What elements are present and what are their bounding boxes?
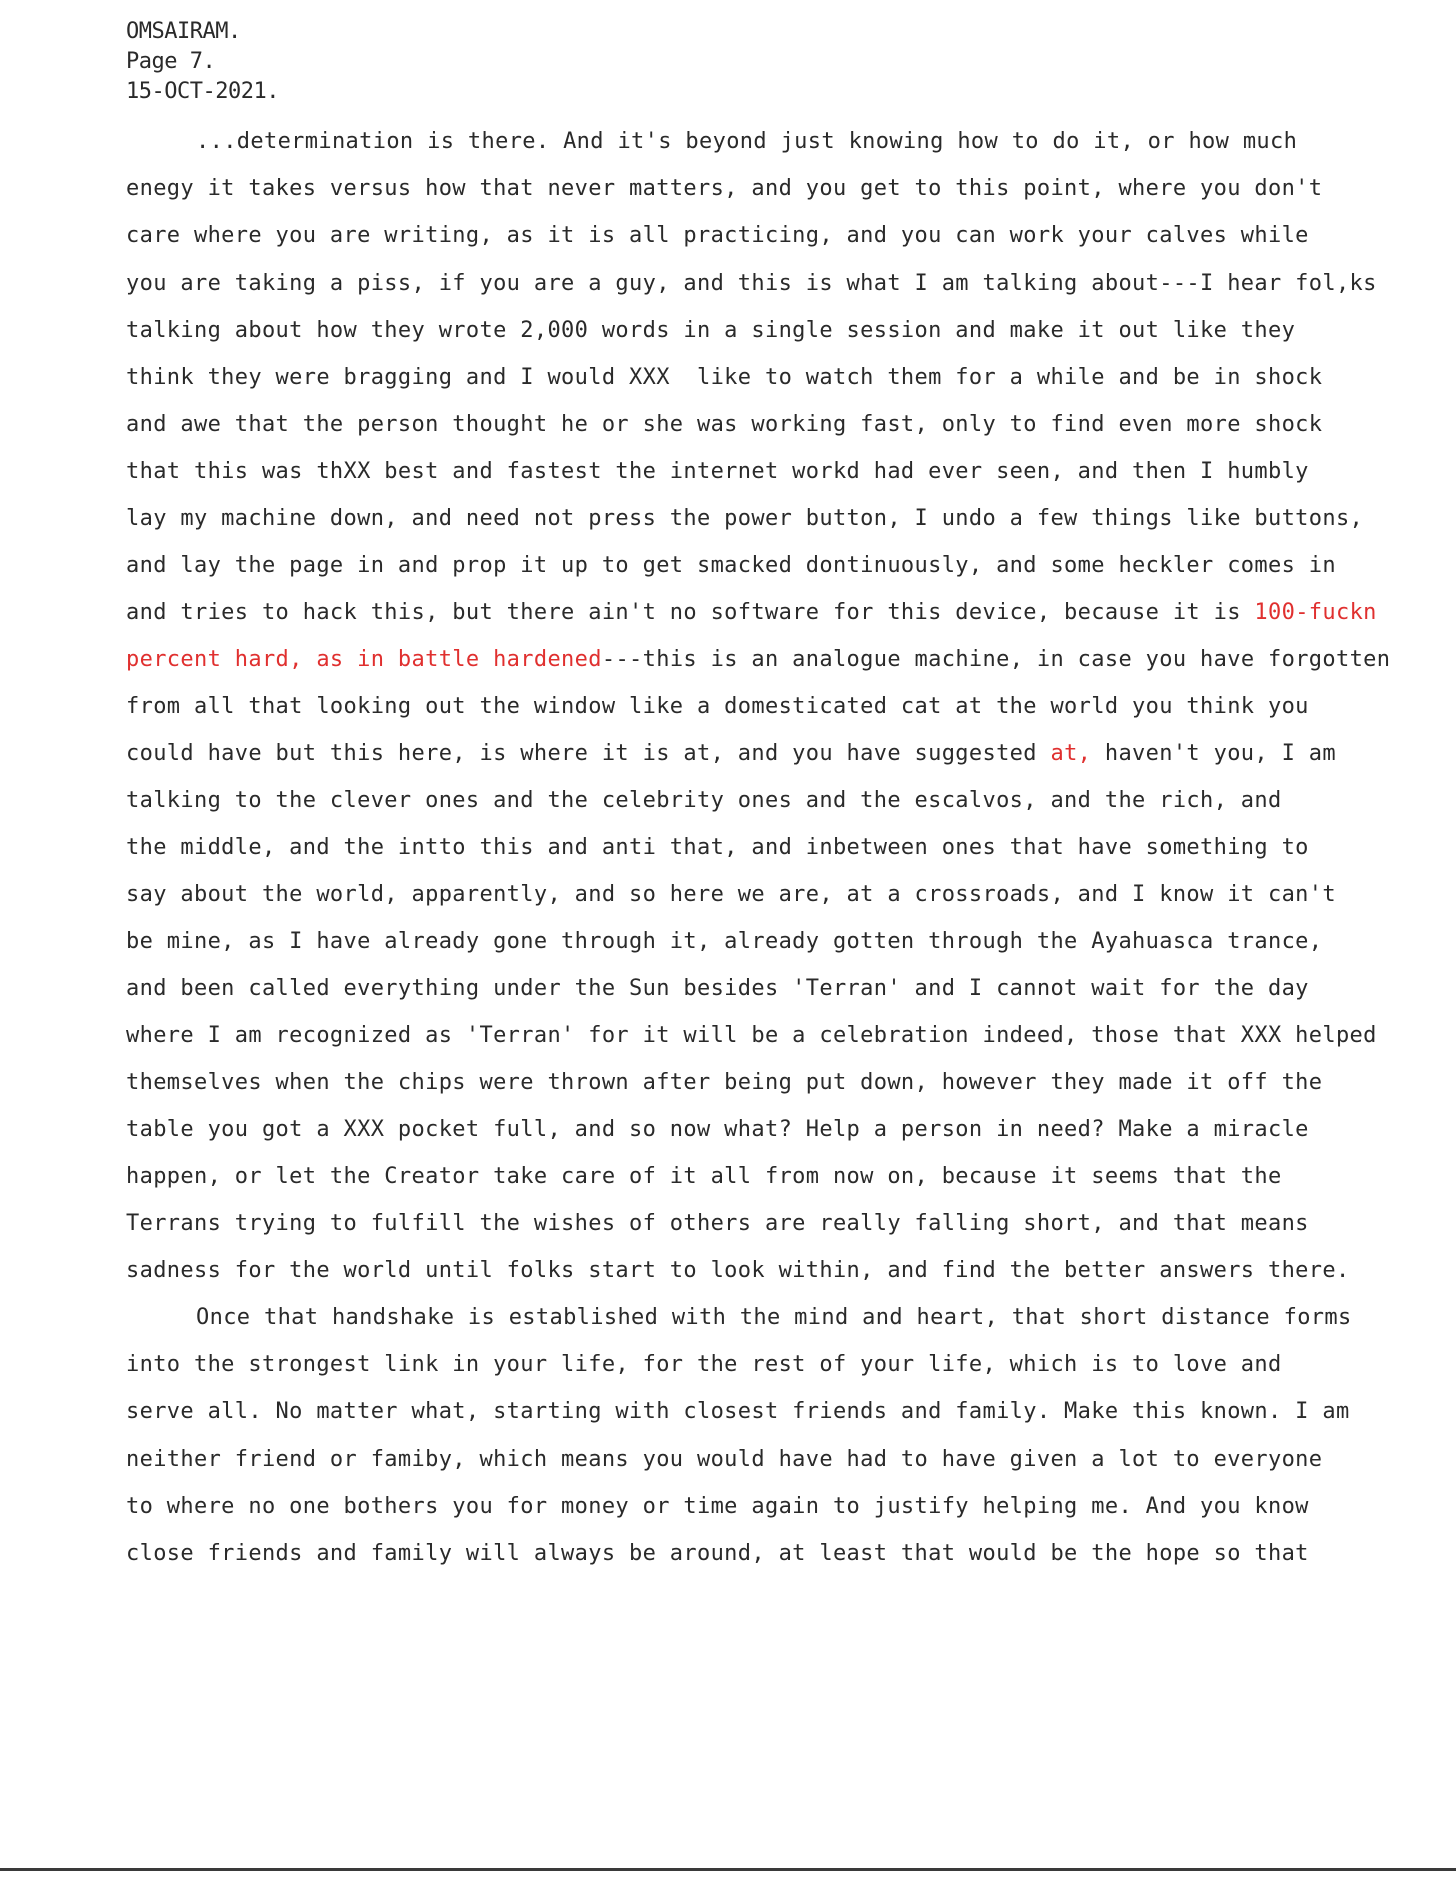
header-date: 15-OCT-2021. — [126, 79, 279, 104]
text-line: be mine, as I have already gone through it, already gotten through the Ayahuasca trance, — [126, 929, 1323, 954]
header-title: OMSAIRAM. — [126, 19, 241, 44]
page-bottom-edge — [0, 1868, 1456, 1871]
text-line: the middle, and the intto this and anti that, and inbetween ones that have something to — [126, 835, 1309, 860]
text-line: that this was thXX best and fastest the internet workd had ever seen, and then I humbly — [126, 459, 1309, 484]
text-line: neither friend or famiby, which means you would have had to have given a lot to everyone — [126, 1447, 1323, 1472]
text-line: happen, or let the Creator take care of it all from now on, because it seems that the — [126, 1164, 1282, 1189]
text-line: care where you are writing, as it is all practicing, and you can work your calves while — [126, 223, 1309, 248]
text-line: you are taking a piss, if you are a guy, and this is what I am talking about---I hear fol,ks — [126, 271, 1377, 296]
text-line: and been called everything under the Sun besides 'Terran' and I cannot wait for the day — [126, 976, 1309, 1001]
text-line: Terrans trying to fulfill the wishes of others are really falling short, and that means — [126, 1211, 1309, 1236]
text-line: percent hard, as in battle hardened---this is an analogue machine, in case you have forgotten — [126, 647, 1391, 672]
page-header — [126, 17, 279, 107]
text-line: think they were bragging and I would XXX like to watch them for a while and be in shock — [126, 365, 1323, 390]
text-line: and tries to hack this, but there ain't no software for this device, because it is 100-fuckn — [126, 600, 1377, 625]
text-line: to where no one bothers you for money or time again to justify helping me. And you know — [126, 1494, 1309, 1519]
text-line: where I am recognized as 'Terran' for it will be a celebration indeed, those that XXX helped — [126, 1023, 1377, 1048]
highlighted-text: percent hard, as in battle hardened — [126, 647, 602, 672]
text-line: themselves when the chips were thrown after being put down, however they made it off the — [126, 1070, 1323, 1095]
highlighted-text: at, — [1050, 741, 1092, 766]
text-line: enegy it takes versus how that never matters, and you get to this point, where you don't — [126, 176, 1323, 201]
header-page-number: Page 7. — [126, 49, 216, 74]
highlighted-text: 100-fuckn — [1254, 600, 1377, 625]
text-line: into the strongest link in your life, for the rest of your life, which is to love and — [126, 1352, 1282, 1377]
text-line: Once that handshake is established with the mind and heart, that short distance forms — [196, 1305, 1352, 1330]
text-line: and lay the page in and prop it up to get smacked dontinuously, and some heckler comes in — [126, 553, 1336, 578]
text-line: from all that looking out the window like a domesticated cat at the world you think you — [126, 694, 1309, 719]
text-line: close friends and family will always be around, at least that would be the hope so that — [126, 1541, 1309, 1566]
text-line: lay my machine down, and need not press the power button, I undo a few things like buttons, — [126, 506, 1364, 531]
text-line: sadness for the world until folks start to look within, and find the better answers there. — [126, 1258, 1350, 1283]
text-line: talking to the clever ones and the celebrity ones and the escalvos, and the rich, and — [126, 788, 1282, 813]
text-line: and awe that the person thought he or she was working fast, only to find even more shock — [126, 412, 1323, 437]
text-line: talking about how they wrote 2,000 words in a single session and make it out like they — [126, 318, 1296, 343]
text-line: say about the world, apparently, and so here we are, at a crossroads, and I know it can't — [126, 882, 1336, 907]
text-line: could have but this here, is where it is at, and you have suggested at, haven't you, I am — [126, 741, 1336, 766]
text-line: ...determination is there. And it's beyond just knowing how to do it, or how much — [196, 129, 1298, 154]
text-line: table you got a XXX pocket full, and so now what? Help a person in need? Make a miracle — [126, 1117, 1309, 1142]
text-line: serve all. No matter what, starting with closest friends and family. Make this known. I am — [126, 1399, 1350, 1424]
